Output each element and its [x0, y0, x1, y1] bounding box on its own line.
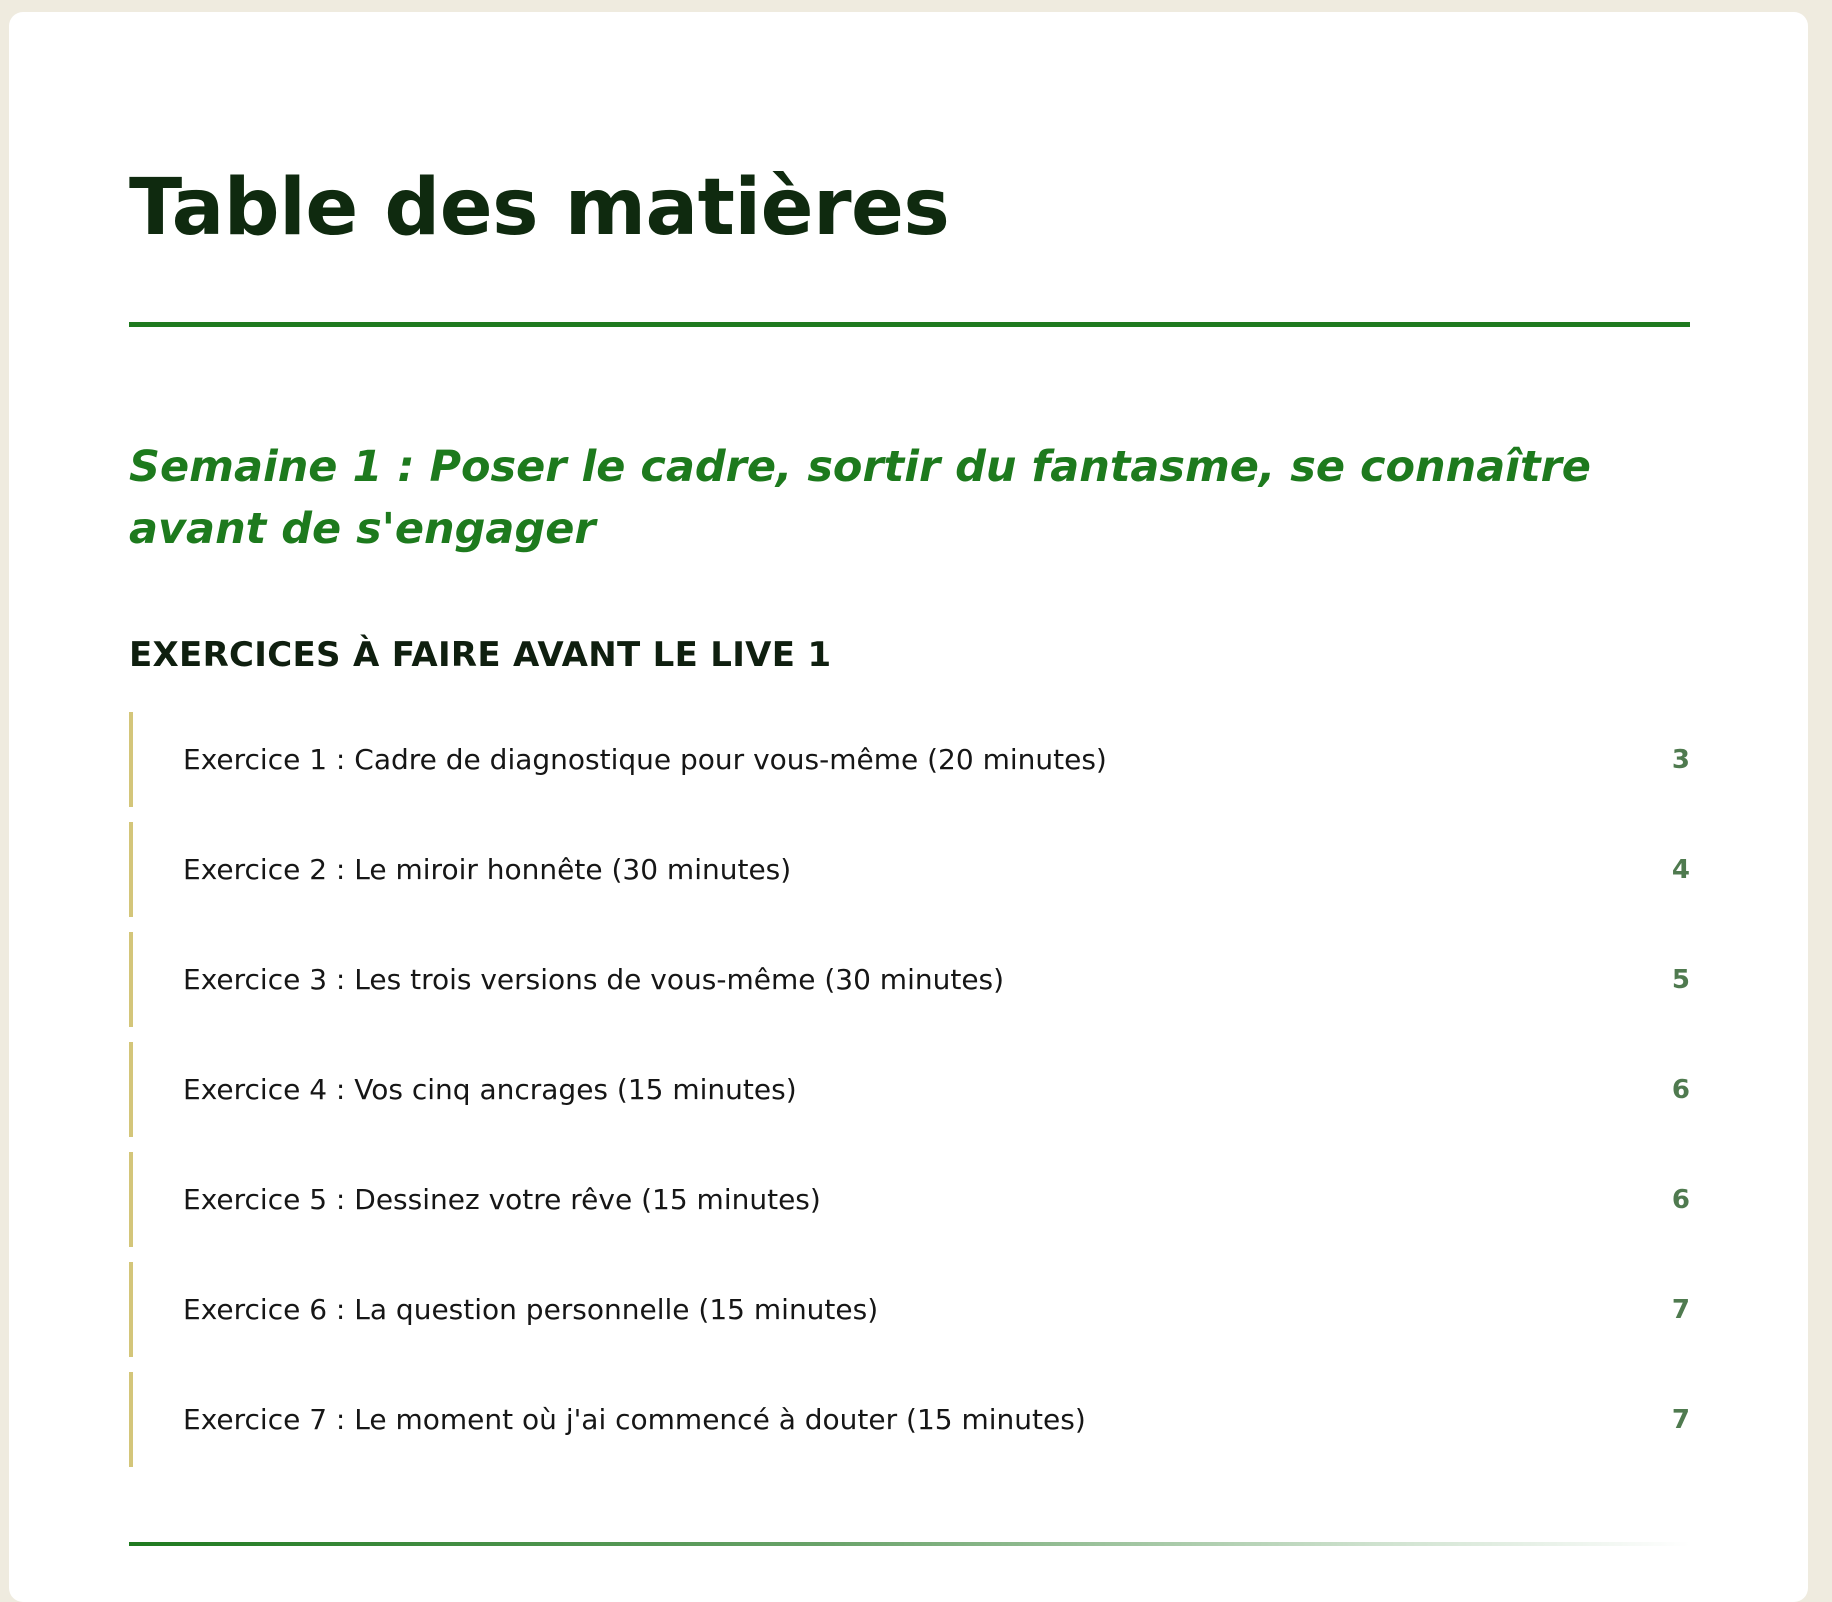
toc-entry-3[interactable] [129, 932, 1690, 1027]
toc-entry-label: Exercice 3 : Les trois versions de vous-même (30 minutes) [183, 963, 1005, 996]
toc-entry-page-number: 3 [1671, 744, 1690, 775]
week-heading: Semaine 1 : Poser le cadre, sortir du fantasme, se connaître avant de s'engager [129, 442, 1591, 554]
toc-entry-label: Exercice 4 : Vos cinq ancrages (15 minutes) [183, 1073, 797, 1106]
toc-entry-label: Exercice 5 : Dessinez votre rêve (15 minutes) [183, 1183, 821, 1216]
toc-entry-7[interactable] [129, 1372, 1690, 1467]
section-heading: EXERCICES À FAIRE AVANT LE LIVE 1 [129, 635, 832, 675]
title-divider [129, 322, 1690, 327]
document-page [9, 12, 1808, 1602]
toc-entry-4[interactable] [129, 1042, 1690, 1137]
toc-entry-1[interactable] [129, 712, 1690, 807]
toc-entry-page-number: 6 [1671, 1074, 1690, 1105]
toc-entry-label: Exercice 6 : La question personnelle (15 minutes) [183, 1293, 879, 1326]
toc-entry-label: Exercice 7 : Le moment où j'ai commencé à douter (15 minutes) [183, 1403, 1086, 1436]
bottom-divider [129, 1542, 1690, 1546]
toc-entry-page-number: 7 [1671, 1404, 1690, 1435]
toc-entry-label: Exercice 2 : Le miroir honnête (30 minutes) [183, 853, 792, 886]
toc-entry-page-number: 7 [1671, 1294, 1690, 1325]
toc-entry-2[interactable] [129, 822, 1690, 917]
toc-entry-5[interactable] [129, 1152, 1690, 1247]
toc-entry-page-number: 5 [1671, 964, 1690, 995]
toc-list [129, 712, 1690, 1482]
toc-entry-page-number: 6 [1671, 1184, 1690, 1215]
toc-entry-6[interactable] [129, 1262, 1690, 1357]
page-title: Table des matières [129, 163, 950, 253]
toc-entry-page-number: 4 [1671, 854, 1690, 885]
toc-entry-label: Exercice 1 : Cadre de diagnostique pour vous-même (20 minutes) [183, 743, 1107, 776]
